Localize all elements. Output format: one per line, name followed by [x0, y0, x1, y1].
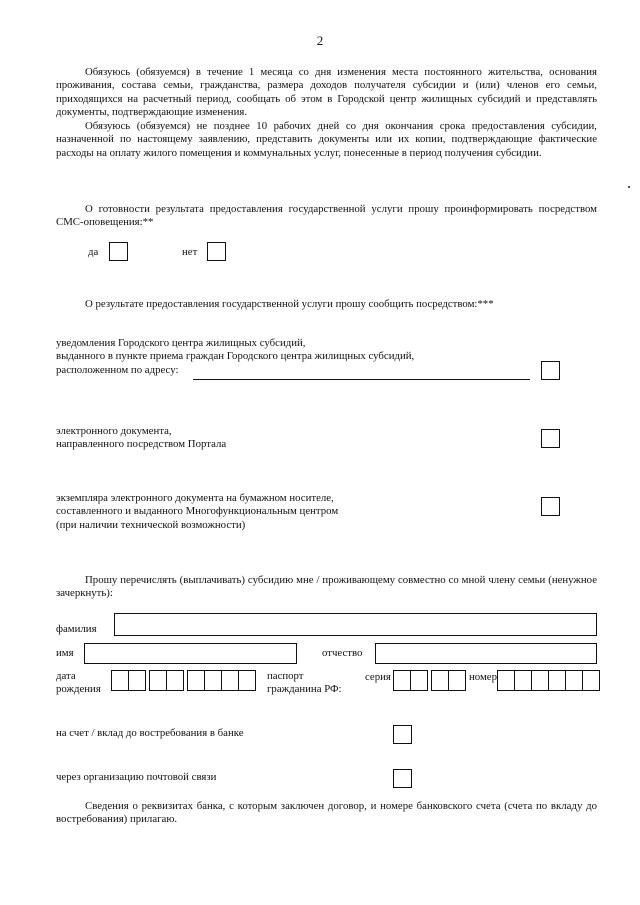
passport-label	[267, 670, 342, 697]
result-option-electronic-checkbox[interactable]	[541, 429, 560, 448]
bank-account-option-label: на счет / вклад до востребования в банке	[56, 727, 244, 739]
address-input-line[interactable]	[193, 379, 530, 380]
page-number: 2	[316, 33, 324, 48]
result-option-electronic-line-2: направленного посредством Портала	[56, 438, 227, 451]
result-option-notification	[56, 337, 414, 377]
result-option-electronic-line-1: электронного документа,	[56, 425, 172, 437]
patronymic-input[interactable]	[375, 643, 597, 664]
result-option-notification-checkbox[interactable]	[541, 361, 560, 380]
birthdate-day-cell-2[interactable]	[128, 670, 146, 691]
sms-notification-text: О готовности результата предоставления государственной услуги прошу проинформировать посредством СМС-оповещения:**	[56, 203, 597, 229]
sms-yes-checkbox[interactable]	[109, 242, 128, 261]
passport-series-cell-4[interactable]	[448, 670, 466, 691]
result-option-notification-line-1: уведомления Городского центра жилищных субсидий,	[56, 337, 306, 349]
passport-number-cell-5[interactable]	[565, 670, 583, 691]
post-office-checkbox[interactable]	[393, 769, 412, 788]
birthdate-label-line-1: дата	[56, 670, 76, 682]
birthdate-year-cell-2[interactable]	[204, 670, 222, 691]
birthdate-year-cell-3[interactable]	[221, 670, 239, 691]
sms-yes-label: да	[88, 246, 99, 258]
passport-number-label: номер	[469, 671, 497, 683]
passport-label-line-1: паспорт	[267, 670, 304, 682]
obligation-paragraph-1: Обязуюсь (обязуемся) в течение 1 месяца со дня изменения места постоянного жительства, основания проживания, состава семьи, гражданства, размера доходов получателя субсидии и (или) членов его семьи, приходящихся на расчетный период, сообщать об этом в Городской центр жилищных субсидий и представлять документы, подтверждающие изменения.	[56, 66, 597, 118]
result-option-paper	[56, 492, 338, 532]
name-label: имя	[56, 647, 74, 659]
passport-label-line-2: гражданина РФ:	[267, 683, 342, 696]
bank-account-checkbox[interactable]	[393, 725, 412, 744]
bank-details-text: Сведения о реквизитах банка, с которым заключен договор, и номере банковского счета (счета по вкладу до востребования) прилагаю.	[56, 800, 597, 826]
sms-no-checkbox[interactable]	[207, 242, 226, 261]
passport-number-cell-2[interactable]	[514, 670, 532, 691]
result-option-notification-line-3: расположенном по адресу:	[56, 363, 179, 376]
birthdate-month-cell-1[interactable]	[149, 670, 167, 691]
scan-speck	[628, 186, 630, 188]
name-input[interactable]	[84, 643, 297, 664]
result-option-paper-line-2: составленного и выданного Многофункциональным центром	[56, 505, 339, 518]
post-office-option-label: через организацию почтовой связи	[56, 771, 217, 783]
sms-no-label: нет	[182, 246, 198, 258]
result-option-paper-line-3: (при наличии технической возможности)	[56, 518, 246, 531]
patronymic-label: отчество	[322, 647, 363, 659]
passport-series-label: серия	[365, 671, 391, 683]
birthdate-label	[56, 670, 101, 697]
surname-label: фамилия	[56, 623, 97, 635]
result-option-electronic	[56, 425, 226, 452]
birthdate-year-cell-4[interactable]	[238, 670, 256, 691]
passport-series-cell-3[interactable]	[431, 670, 449, 691]
passport-series-cell-1[interactable]	[393, 670, 411, 691]
result-option-paper-line-1: экземпляра электронного документа на бумажном носителе,	[56, 492, 334, 504]
birthdate-label-line-2: рождения	[56, 683, 101, 696]
payment-request-text: Прошу перечислять (выплачивать) субсидию мне / проживающему совместно со мной члену семьи (ненужное зачеркнуть):	[56, 574, 597, 600]
passport-number-cell-1[interactable]	[497, 670, 515, 691]
passport-number-cell-4[interactable]	[548, 670, 566, 691]
passport-number-cell-6[interactable]	[582, 670, 600, 691]
surname-input[interactable]	[114, 613, 597, 636]
result-option-paper-checkbox[interactable]	[541, 497, 560, 516]
birthdate-day-cell-1[interactable]	[111, 670, 129, 691]
passport-number-cell-3[interactable]	[531, 670, 549, 691]
result-method-heading: О результате предоставления государственной услуги прошу сообщить посредством:***	[85, 298, 494, 310]
obligation-paragraph-2: Обязуюсь (обязуемся) не позднее 10 рабочих дней со дня окончания срока предоставления субсидии, назначенной по настоящему заявлению, представить документы или их копии, подтверждающие фактические расходы на оплату жилого помещения и коммунальных услуг, понесенные в период получения субсидии.	[56, 120, 597, 159]
birthdate-year-cell-1[interactable]	[187, 670, 205, 691]
passport-series-cell-2[interactable]	[410, 670, 428, 691]
result-option-notification-line-2: выданного в пункте приема граждан Городского центра жилищных субсидий,	[56, 350, 415, 363]
birthdate-month-cell-2[interactable]	[166, 670, 184, 691]
